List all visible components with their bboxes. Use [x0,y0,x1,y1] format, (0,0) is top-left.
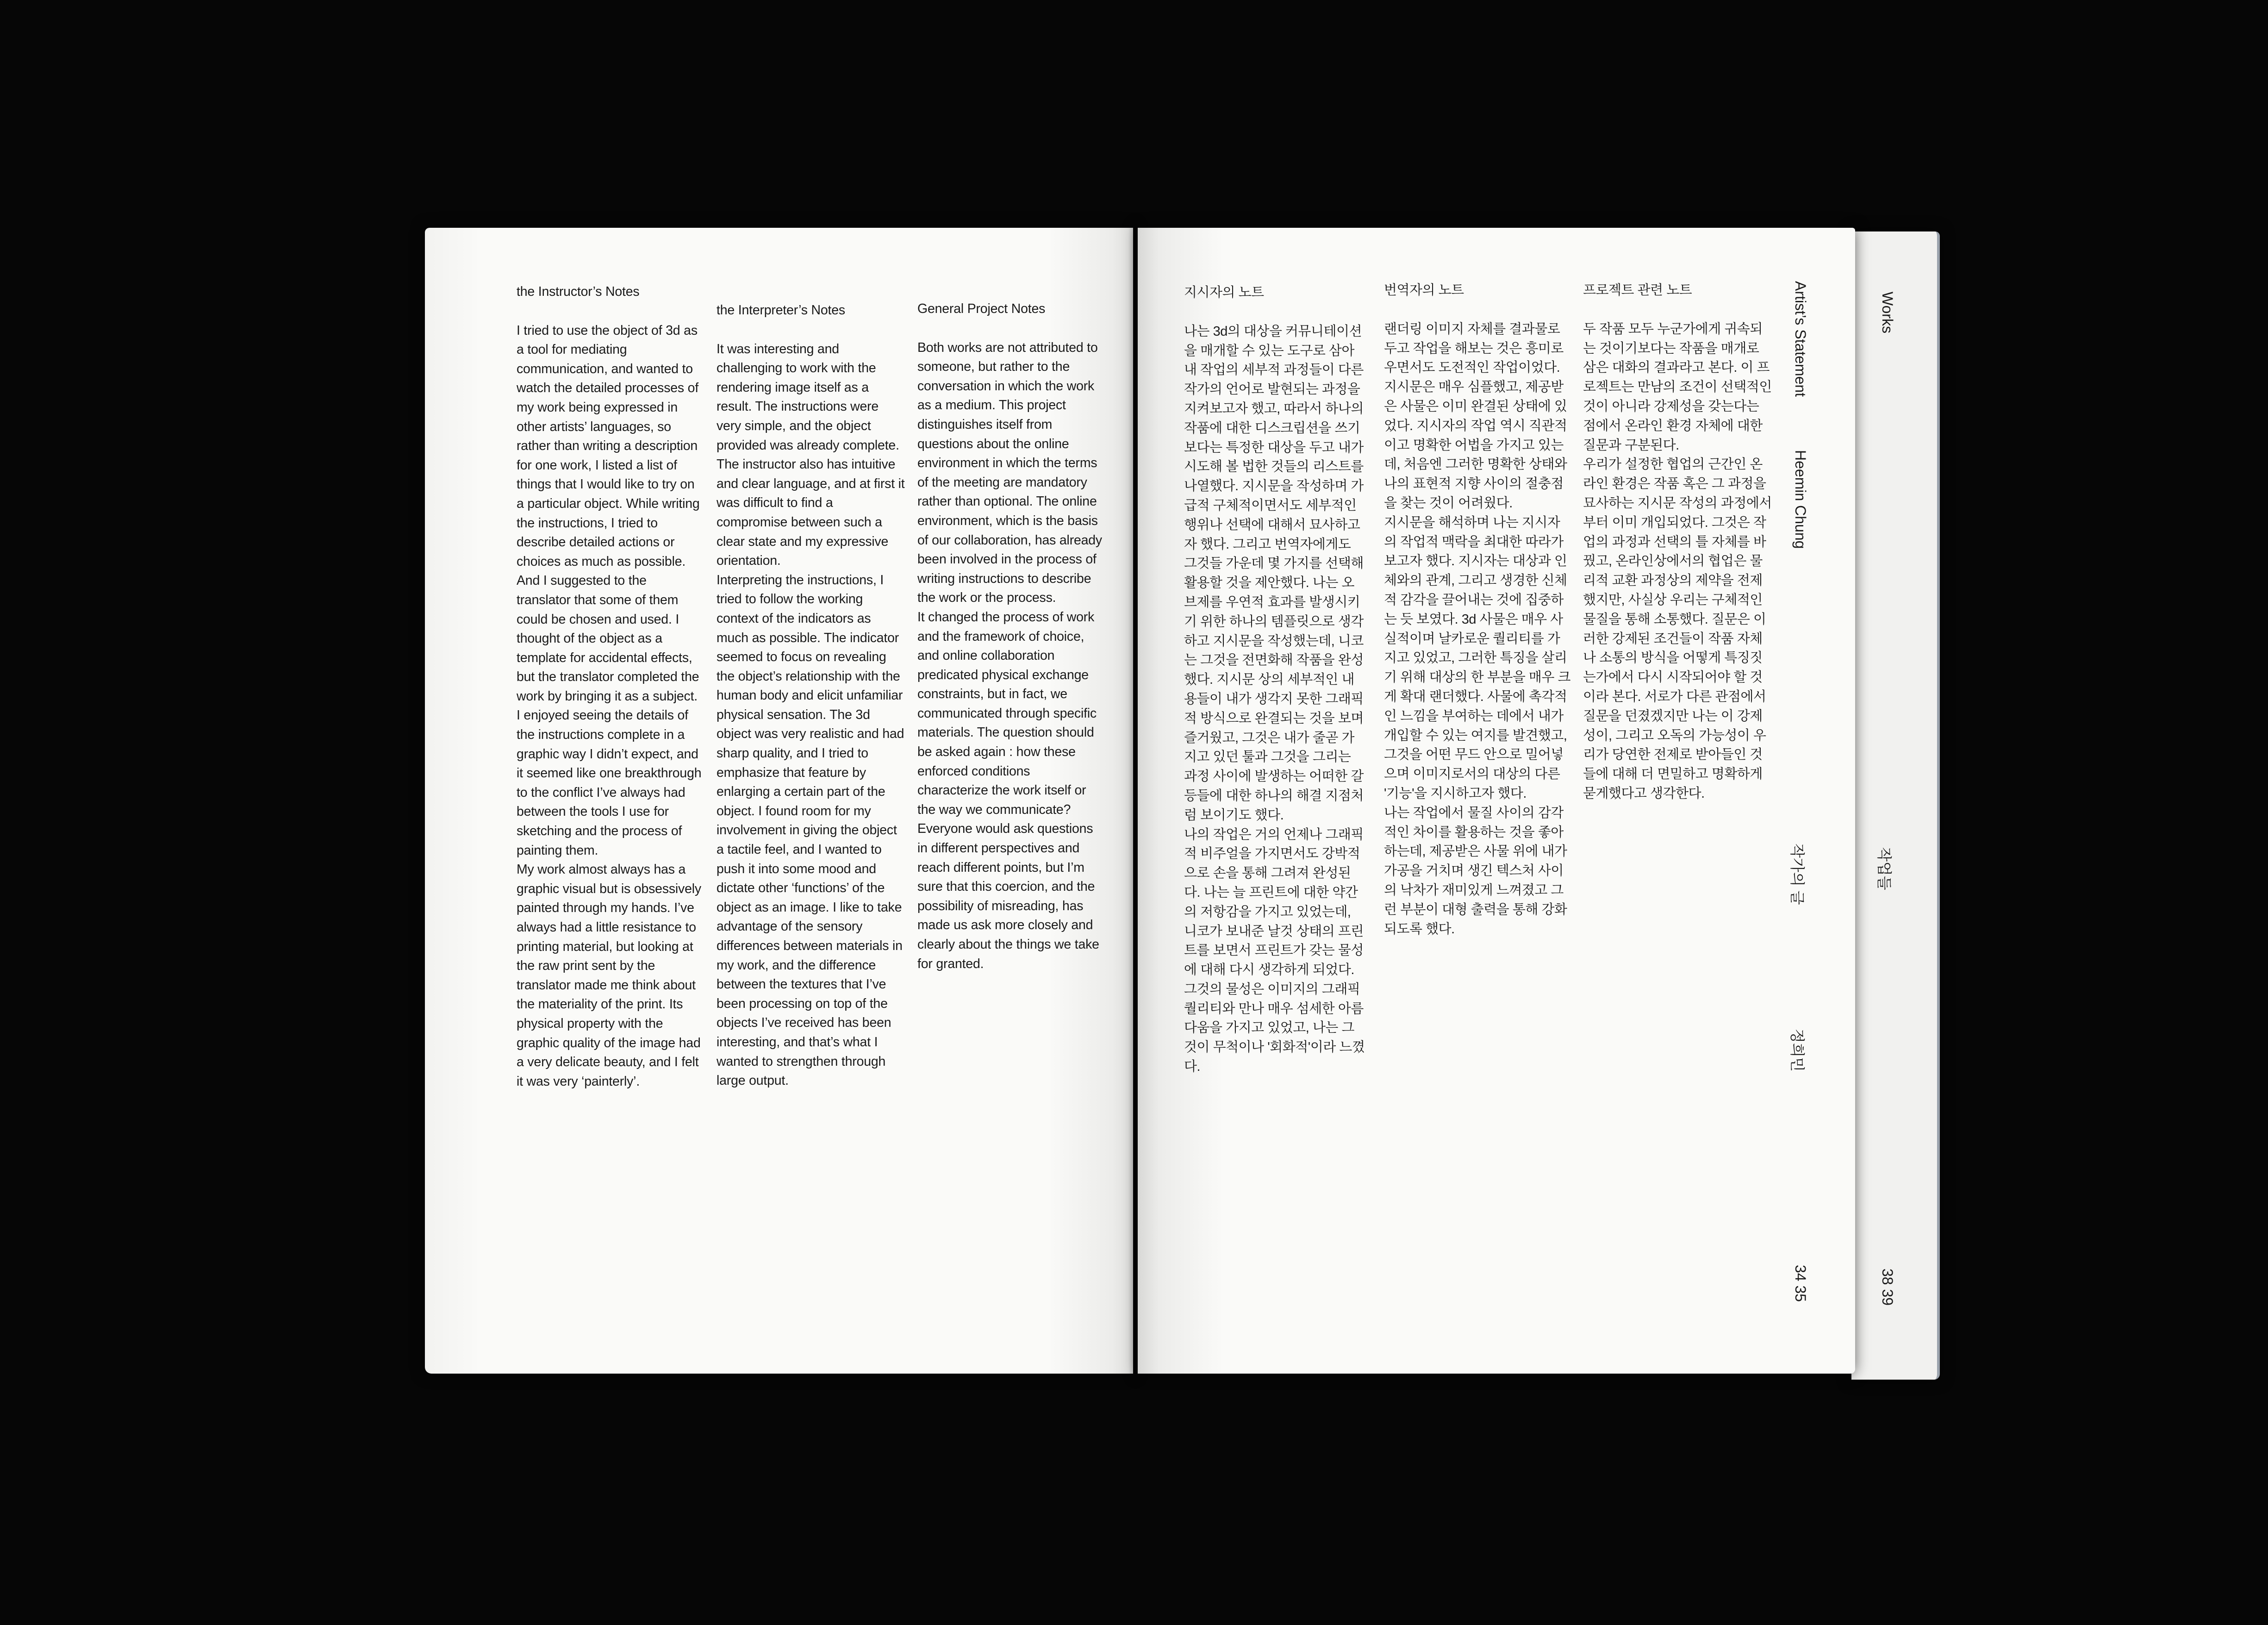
paragraph: Interpreting the instructions, I tried to follow the working context of the indicators as much as possible. The indicator seemed to focus on revealing the object’s relationship with the human body and elicit unfamiliar physical sensation. The 3d object was very realistic and had sharp quality, and I tried to emphasize that feature by enlarging a certain part of the object. I found room for my involvement in giving the object a tactile feel, and I wanted to push it into some mood and dictate other ‘functions’ of the object as an image. I like to take advantage of the sensory differences between materials in my work, and the difference between the textures that I’ve been processing on top of the objects I’ve received has been interesting, and that’s what I wanted to strengthen through large output. [717,572,904,1088]
paragraph: I tried to use the object of 3d as a tool for mediating communication, and wanted to watch the detailed processes of my work being expressed in other artists’ languages, so rather than writing a description for one work, I listed a list of things that I would like to try on a particular object. While writing the instructions, I tried to describe detailed actions or choices as much as possible. And I suggested to the translator that some of them could be chosen and used. I thought of the object as a template for accidental effects, but the translator completed the work by bringing it as a subject. I enjoyed seeing the details of the instructions complete in a graphic way I didn’t expect, and it seemed like one breakthrough to the conflict I’ve always had between the tools I use for sketching and the process of painting them. [517,323,702,858]
paragraph: 우리가 설정한 협업의 근간인 온라인 환경은 작품 혹은 그 과정을 묘사하는 지시문 작성의 과정에서부터 이미 개입되었다. 그것은 작업의 과정과 선택의 틀 자체를 바꿨고, 온라인상에서의 협업은 물리적 교환 과정상의 제약을 전제했지만, 사실상 우리는 구체적인 물질을 통해 소통했다. 질문은 이러한 강제된 조건들이 작품 자체나 소통의 방식을 어떻게 특징짓는가에서 다시 시작되어야 할 것이라 본다. 서로가 다른 관점에서 질문을 던졌겠지만 나는 이 강제성이, 그리고 오독의 가능성이 우리가 당연한 전제로 받아들인 것들에 대해 더 면밀하고 명확하게 묻게했다고 생각한다. [1583,457,1772,801]
back-page-numbers: 38 39 [1879,1269,1896,1306]
paragraph: 두 작품 모두 누군가에게 귀속되는 것이기보다는 작품을 매개로 삼은 대화의 결과라고 본다. 이 프로젝트는 만남의 조건이 선택적인 것이 아니라 강제성을 갖는다는 점에서 온라인 환경 자체에 대한 질문과 구분된다. [1583,321,1772,453]
section-title-kr: 작가의 글 [1789,844,1806,905]
paragraph: Both works are not attributed to someone, but rather to the conversation in which the work as a medium. This project distinguishes itself from questions about the online environment in which the terms of the meeting are mandatory rather than optional. The online environment, which is the basis of our collaboration, has already been involved in the process of writing instructions to describe the work or the process. [917,340,1102,606]
author-name-kr: 정희민 [1789,1029,1806,1072]
instructor-notes-heading: the Instructor’s Notes [517,284,640,299]
instructor-notes-column [517,282,704,1091]
page-numbers: 34 35 [1792,1265,1809,1302]
section-title-en: Artist’s Statement [1792,281,1809,397]
paragraph: 지시문을 해석하며 나는 지시자의 작업적 맥락을 최대한 따라가보고자 했다. 지시자는 대상과 인체와의 관계, 그리고 생경한 신체적 감각을 끌어내는 것에 집중하는 듯 보였다. 3d 사물은 매우 사실적이며 날카로운 퀄리티를 가지고 있었고, 그러한 특징을 살리기 위해 대상의 한 부분을 매우 크게 확대 랜더했다. 사물에 촉각적인 느낌을 부여하는 데에서 내가 개입할 수 있는 여지를 발견했고, 그것을 어떤 무드 안으로 밀어넣으며 이미지로서의 대상의 다른 '기능'을 지시하고자 했다. [1384,515,1571,801]
project-notes-kr-column [1583,281,1773,804]
back-title-kr: 작업들 [1876,847,1893,890]
interpreter-notes-kr-column [1384,281,1571,939]
project-notes-kr-heading: 프로젝트 관련 노트 [1583,283,1692,298]
project-notes-heading: General Project Notes [917,301,1046,316]
paragraph: It changed the process of work and the framework of choice, and online collaboration predicated physical exchange constraints, but in fact, we communicated through specific materials. The question should be asked again : how these enforced conditions characterize the work itself or the way we communicate? Everyone would ask questions in different perspectives and reach different points, but I’m sure that this coercion, and the possibility of misreading, has made us ask more closely and clearly about the things we take for granted. [917,609,1099,971]
author-name-en: Heemin Chung [1792,450,1809,549]
paragraph: My work almost always has a graphic visual but is obsessively painted through my hands. I’ve always had a little resistance to printing material, but looking at the raw print sent by the translator made me think about the materiality of the print. Its physical property with the graphic quality of the image had a very delicate beauty, and I felt it was very ‘painterly’. [517,862,701,1089]
back-page [1851,231,1940,1380]
instructor-notes-kr-column [1184,283,1367,1077]
project-notes-column [917,300,1103,974]
paragraph: It was interesting and challenging to work with the rendering image itself as a result. The instructions were very simple, and the object provided was already complete. The instructor also has intuitive and clear language, and at first it was difficult to find a compromise between such a clear state and my expressive orientation. [717,341,905,569]
paragraph: 나의 작업은 거의 언제나 그래픽적 비주얼을 가지면서도 강박적으로 손을 통해 그려져 완성된다. 나는 늘 프린트에 대한 약간의 저항감을 가지고 있었는데, 니코가 보내준 날것 상태의 프린트를 보면서 프린트가 갖는 물성에 대해 다시 생각하게 되었다. 그것의 물성은 이미지의 그래픽 퀄리티와 만나 매우 섬세한 아름다움을 가지고 있었고, 나는 그것이 무척이나 '회화적'이라 느꼈다. [1184,827,1365,1075]
right-page [1138,228,1855,1374]
paragraph: 나는 3d의 대상을 커뮤니테이션을 매개할 수 있는 도구로 삼아 내 작업의 세부적 과정들이 다른 작가의 언어로 발현되는 과정을 지켜보고자 했고, 따라서 하나의 작품에 대한 디스크립션을 쓰기 보다는 특정한 대상을 두고 내가 시도해 볼 법한 것들의 리스트를 나열했다. 지시문을 작성하며 가급적 구체적이면서도 세부적인 행위나 선택에 대해서 묘사하고자 했다. 그리고 번역자에게도 그것들 가운데 몇 가지를 선택해 활용할 것을 제안했다. 나는 오브제를 우연적 효과를 발생시키기 위한 하나의 템플릿으로 생각하고 지시문을 작성했는데, 니코는 그것을 전면화해 작품을 완성했다. 지시문 상의 세부적인 내용들이 내가 생각지 못한 그래픽적 방식으로 완결되는 것을 보며 즐거웠고, 그것은 내가 줄곧 가지고 있던 툴과 그것을 그리는 과정 사이에 발생하는 어떠한 갈등들에 대한 하나의 해결 지점처럼 보이기도 했다. [1184,324,1364,823]
back-title-en: Works [1879,292,1896,334]
interpreter-notes-column [717,301,906,1091]
interpreter-notes-kr-heading: 번역자의 노트 [1384,283,1464,298]
interpreter-notes-heading: the Interpreter’s Notes [717,303,845,318]
paragraph: 랜더링 이미지 자체를 결과물로 두고 작업을 해보는 것은 흥미로우면서도 도전적인 작업이었다. 지시문은 매우 심플했고, 제공받은 사물은 이미 완결된 상태에 있었다. 지시자의 작업 역시 직관적이고 명확한 어법을 가지고 있는데, 처음엔 그러한 명확한 상태와 나의 표현적 지향 사이의 절충점을 찾는 것이 어려웠다. [1384,321,1567,511]
left-page [425,228,1133,1374]
instructor-notes-kr-heading: 지시자의 노트 [1184,285,1264,300]
paragraph: 나는 작업에서 물질 사이의 감각적인 차이를 활용하는 것을 좋아하는데, 제공받은 사물 위에 내가 가공을 거치며 생긴 텍스처 사이의 낙차가 재미있게 느껴졌고 그런 부분이 대형 출력을 통해 강화되도록 했다. [1384,805,1567,937]
